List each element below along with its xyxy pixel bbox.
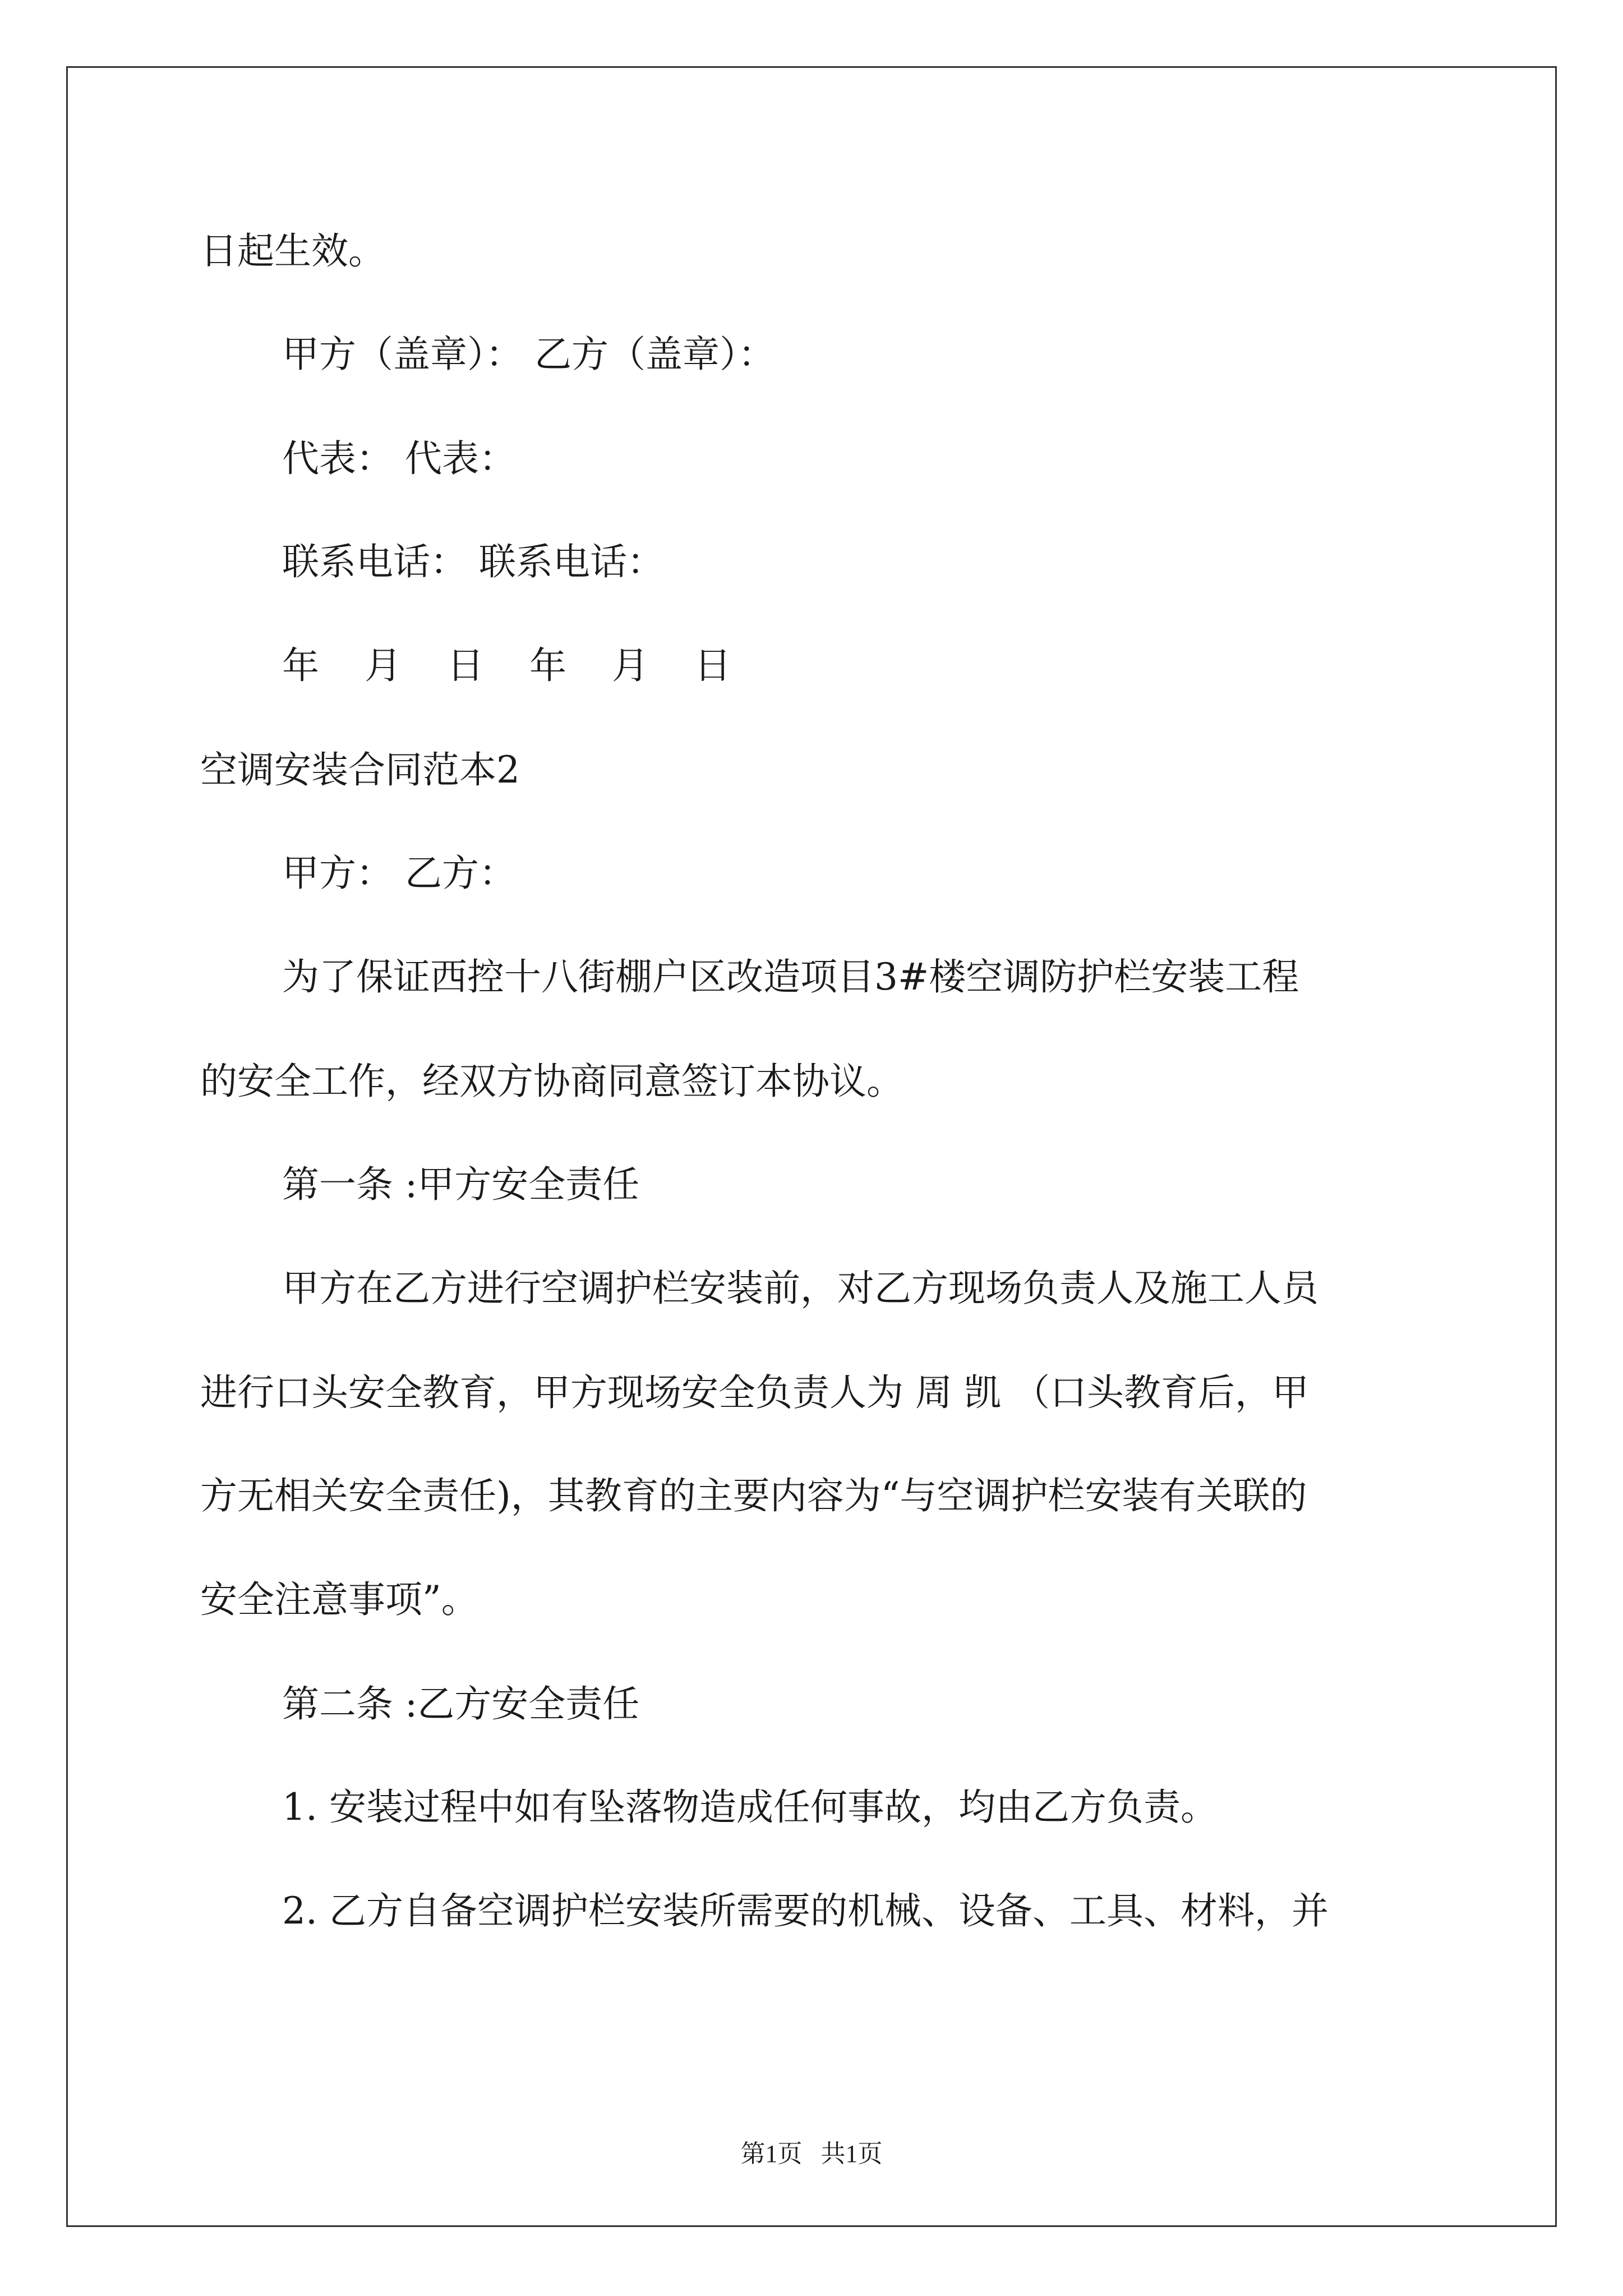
section-title: 空调安装合同范本2 xyxy=(200,748,520,792)
article-2-item-2: 2. 乙方自备空调护栏安装所需要的机械、设备、工具、材料，并 xyxy=(282,1889,1329,1932)
text-line-parties: 甲方： 乙方： xyxy=(282,852,516,895)
paragraph-purpose-line-2: 的安全工作，经双方协商同意签订本协议。 xyxy=(200,1060,903,1103)
text-line-effective: 日起生效。 xyxy=(200,229,385,273)
article-1-line-4: 安全注意事项”。 xyxy=(200,1578,478,1621)
article-2-heading: 第二条 :乙方安全责任 xyxy=(282,1682,640,1726)
text-line-representatives: 代表： 代表： xyxy=(282,437,516,480)
text-line-phones: 联系电话： 联系电话： xyxy=(282,540,664,583)
article-1-heading: 第一条 :甲方安全责任 xyxy=(282,1163,640,1206)
article-1-line-2: 进行口头安全教育，甲方现场安全负责人为 周 凯 （口头教育后，甲 xyxy=(200,1371,1309,1414)
text-line-dates: 年 月 日 年 月 日 xyxy=(282,644,731,687)
paragraph-purpose-line-1: 为了保证西控十八街棚户区改造项目3#楼空调防护栏安装工程 xyxy=(282,955,1299,999)
article-1-line-3: 方无相关安全责任)，其教育的主要内容为“与空调护栏安装有关联的 xyxy=(200,1474,1307,1517)
text-line-seals: 甲方（盖章）： 乙方（盖章）： xyxy=(282,333,775,376)
article-2-item-1: 1. 安装过程中如有坠落物造成任何事故，均由乙方负责。 xyxy=(282,1786,1218,1829)
article-1-line-1: 甲方在乙方进行空调护栏安装前，对乙方现场负责人及施工人员 xyxy=(282,1267,1318,1310)
page-number-footer: 第1页 共1页 xyxy=(740,2140,883,2168)
